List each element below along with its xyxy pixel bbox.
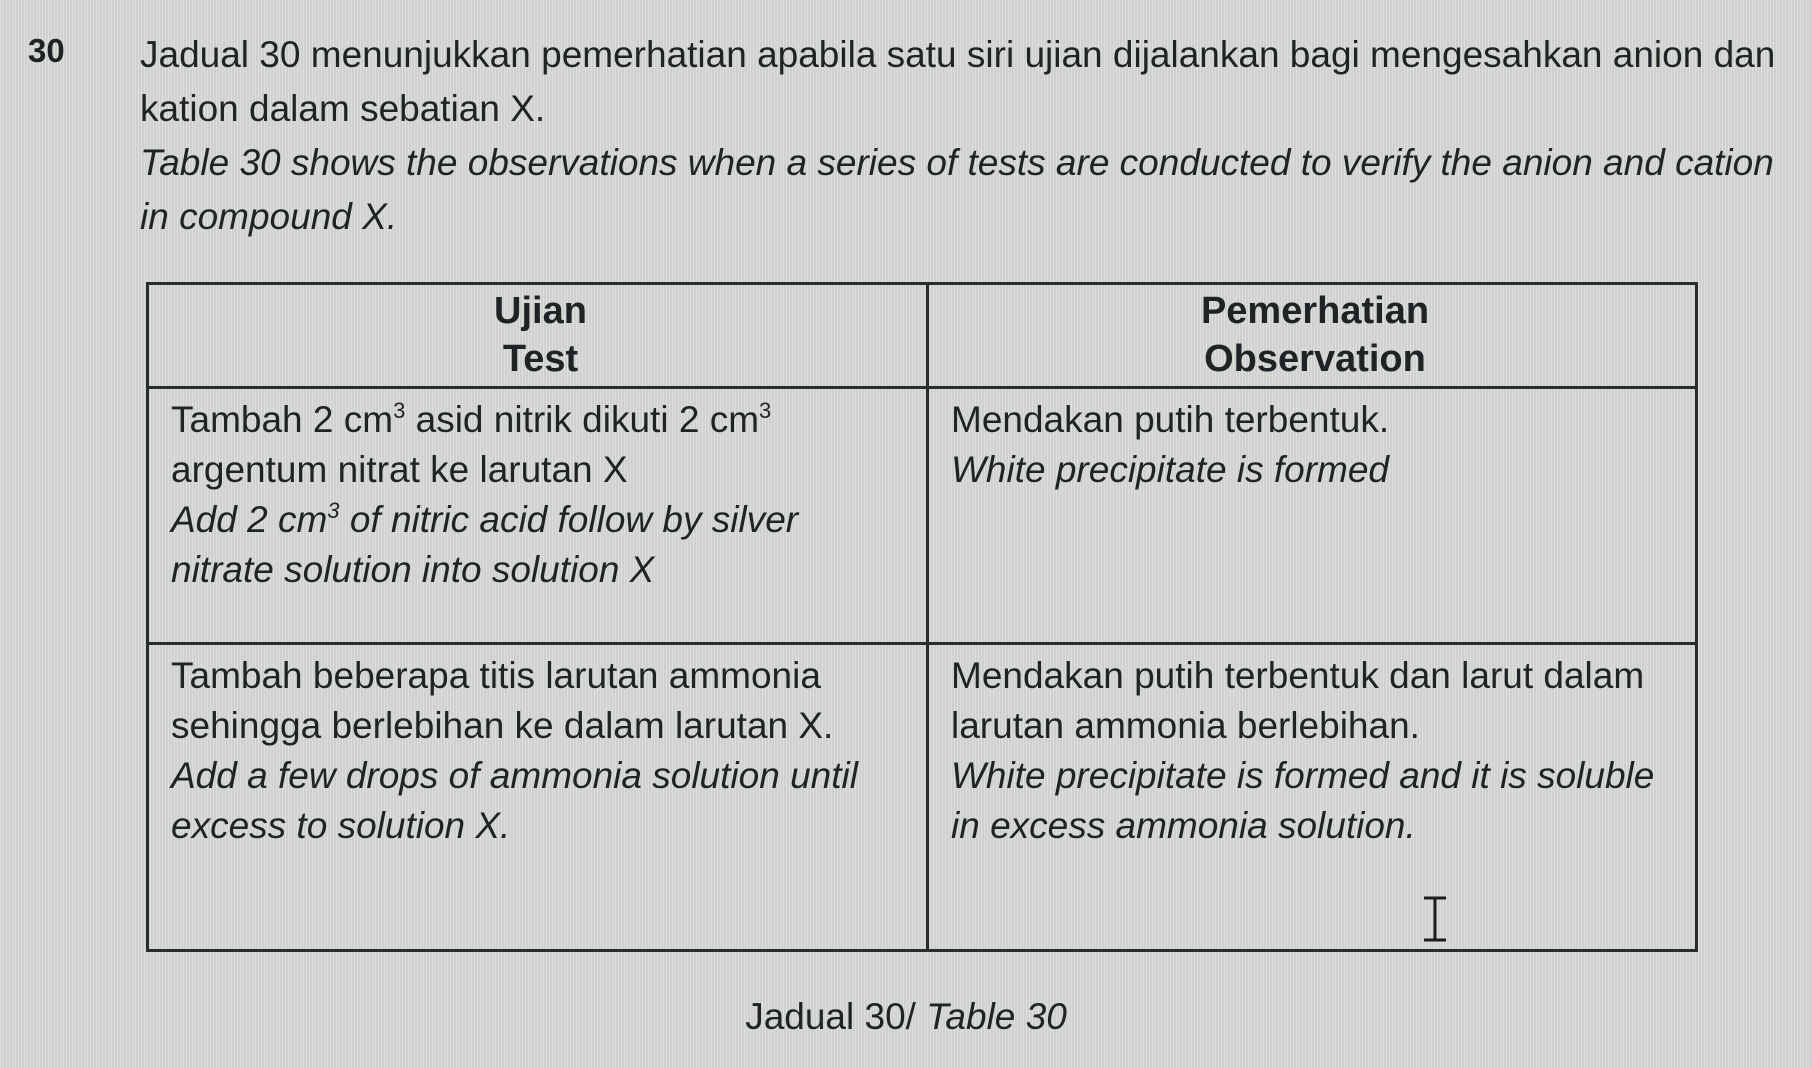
observation-cell [929,645,1695,949]
table-header-row [149,285,1695,389]
observation-text-english: White precipitate is formed [951,449,1390,490]
question-text [140,28,1790,244]
observation-text-english: White precipitate is formed and it is soluble in excess ammonia solution. [951,755,1655,846]
superscript: 3 [759,398,772,423]
test-text-english [171,495,910,595]
header-observation [929,285,1695,386]
question-intro-malay: Jadual 30 menunjukkan pemerhatian apabila satu siri ujian dijalankan bagi mengesahkan anion dan kation dalam sebatian X. [140,34,1776,129]
header-test-english: Test [502,338,579,380]
question-number: 30 [28,32,65,69]
question-intro-english: Table 30 shows the observations when a series of tests are conducted to verify the anion and cation in compound X. [140,142,1774,237]
observation-table [146,282,1698,952]
test-text-malay [171,395,910,495]
test-text-part: argentum nitrat ke larutan X [171,449,628,490]
observation-cell [929,389,1695,642]
header-test-malay: Ujian [494,290,587,332]
test-text-part: Add 2 cm [171,499,328,540]
header-observation-malay: Pemerhatian [1200,290,1430,332]
test-text-malay: Tambah beberapa titis larutan ammonia sehingga berlebihan ke dalam larutan X. [171,655,834,746]
test-cell [149,645,929,949]
superscript: 3 [327,498,340,523]
observation-text-malay: Mendakan putih terbentuk dan larut dalam larutan ammonia berlebihan. [951,655,1645,746]
test-text-part: Tambah 2 cm [171,399,394,440]
header-test [149,285,929,386]
text-cursor-icon [1420,896,1450,942]
test-text-english: Add a few drops of ammonia solution until excess to solution X. [171,755,858,846]
test-text-part: of nitric acid follow by silver nitrate solution into solution X [171,499,799,590]
caption-malay: Jadual 30/ [745,996,916,1037]
superscript: 3 [393,398,406,423]
caption-english: Table 30 [915,996,1067,1037]
table-caption [0,996,1812,1038]
table-row [149,389,1695,645]
test-cell [149,389,929,642]
observation-text-malay: Mendakan putih terbentuk. [951,399,1390,440]
table-row [149,645,1695,949]
header-observation-english: Observation [1204,338,1426,380]
test-text-part: asid nitrik dikuti 2 cm [405,399,760,440]
